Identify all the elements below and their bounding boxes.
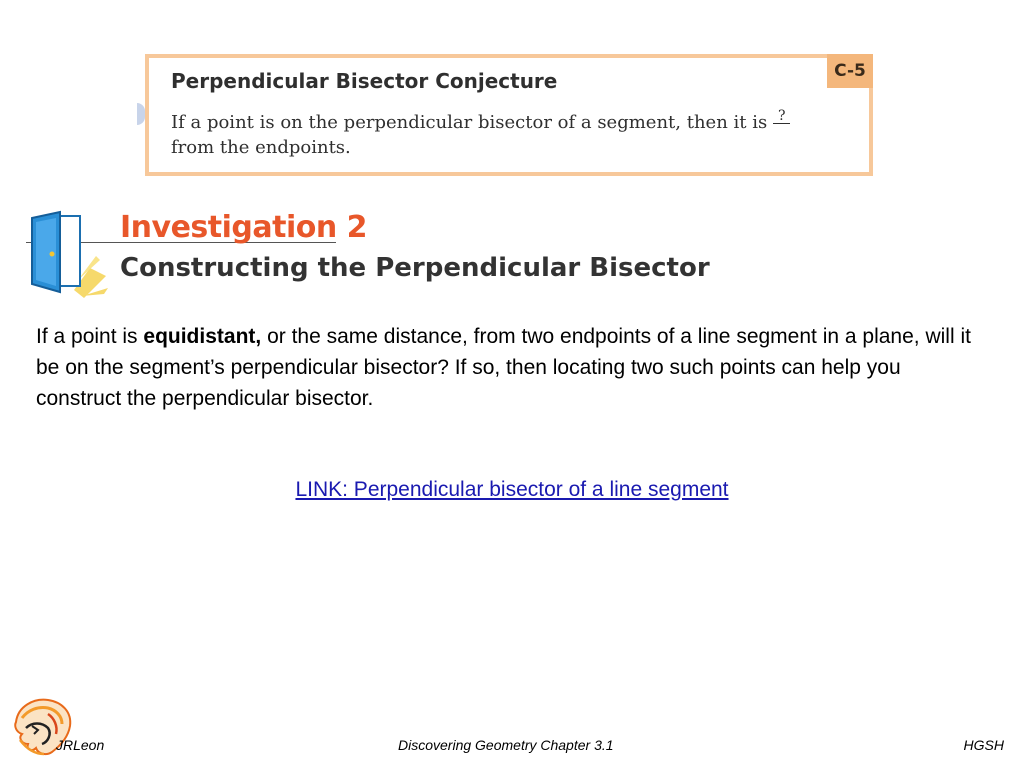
investigation-title: Constructing the Perpendicular Bisector xyxy=(120,253,710,283)
open-door-icon xyxy=(26,210,116,300)
conjecture-box xyxy=(145,54,873,176)
investigation-label: Investigation 2 xyxy=(120,210,368,245)
conjecture-tag: C-5 xyxy=(827,54,873,88)
footer-school: HGSH xyxy=(963,737,1004,753)
conjecture-text-before: If a point is on the perpendicular bisector of a segment, then it is xyxy=(171,112,773,133)
footer-author: JRLeon xyxy=(56,737,105,753)
footer-course: Discovering Geometry Chapter 3.1 xyxy=(398,737,614,753)
conjecture-blank: ? xyxy=(773,109,791,124)
perpendicular-bisector-link[interactable]: LINK: Perpendicular bisector of a line segment xyxy=(295,478,729,501)
body-rest: or the same distance, from two endpoints of a line segment in a plane, will it be on the segment’s perpendicular bisector? If so, then locating two such points can help you construct the perpendicular bisector. xyxy=(36,325,971,410)
page-curl-decoration xyxy=(137,103,145,125)
conjecture-text xyxy=(171,109,831,160)
link-container xyxy=(0,478,1024,502)
body-paragraph xyxy=(36,321,986,414)
equidistant-term: equidistant, xyxy=(143,325,262,348)
conjecture-text-after: from the endpoints. xyxy=(171,137,351,158)
body-intro: If a point is xyxy=(36,325,144,348)
conjecture-title: Perpendicular Bisector Conjecture xyxy=(171,69,558,93)
